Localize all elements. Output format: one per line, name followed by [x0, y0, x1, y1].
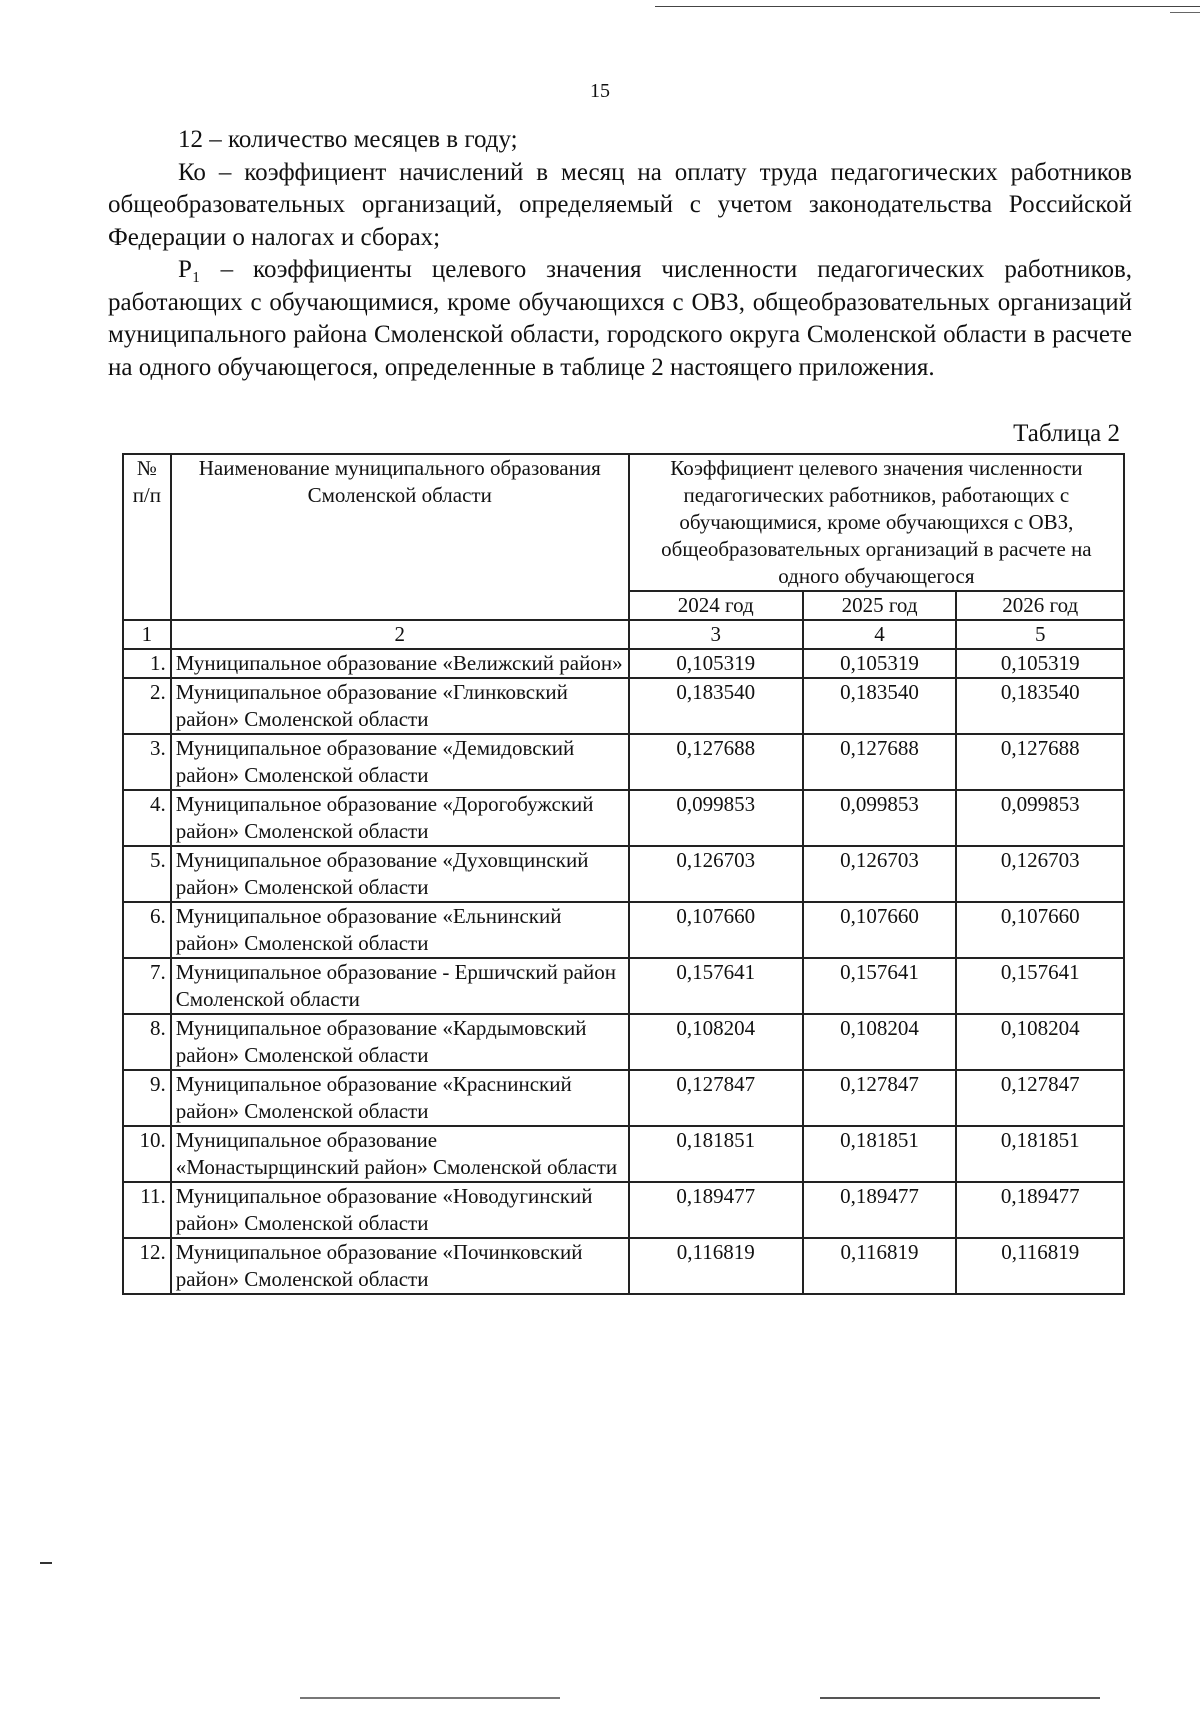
- municipality-name: Муниципальное образование «Дорогобужский район» Смоленской области: [171, 790, 629, 846]
- header-name: Наименование муниципального образования Смоленской области: [171, 454, 629, 620]
- value-2026: 0,183540: [956, 678, 1124, 734]
- index-cell: 5: [956, 620, 1124, 649]
- value-2025: 0,116819: [803, 1238, 957, 1294]
- municipality-name: Муниципальное образование «Кардымовский район» Смоленской области: [171, 1014, 629, 1070]
- value-2025: 0,099853: [803, 790, 957, 846]
- table-row: [123, 649, 1124, 678]
- municipality-name: Муниципальное образование «Демидовский район» Смоленской области: [171, 734, 629, 790]
- table-row: [123, 958, 1124, 1014]
- table-header-row: [123, 454, 1124, 591]
- row-number: 11.: [123, 1182, 171, 1238]
- scan-top-rule: [655, 6, 1200, 7]
- index-cell: 3: [629, 620, 803, 649]
- row-number: 2.: [123, 678, 171, 734]
- paragraph-ko: Ко – коэффициент начислений в месяц на оплату труда педагогических работников общеобразовательных организаций, определяемый с учетом законодательства Российской Федерации о налогах и сборах;: [108, 158, 1132, 251]
- value-2026: 0,189477: [956, 1182, 1124, 1238]
- header-year-2024: 2024 год: [629, 591, 803, 620]
- value-2024: 0,126703: [629, 846, 803, 902]
- value-2024: 0,099853: [629, 790, 803, 846]
- row-number: 7.: [123, 958, 171, 1014]
- scan-top-rule-short: [1170, 12, 1200, 13]
- table-row: [123, 734, 1124, 790]
- value-2025: 0,157641: [803, 958, 957, 1014]
- paragraph-months: 12 – количество месяцев в году;: [178, 126, 518, 153]
- value-2026: 0,157641: [956, 958, 1124, 1014]
- table-row: [123, 846, 1124, 902]
- municipality-name: Муниципальное образование - Ершичский район Смоленской области: [171, 958, 629, 1014]
- value-2024: 0,181851: [629, 1126, 803, 1182]
- municipality-name: Муниципальное образование «Глинковский район» Смоленской области: [171, 678, 629, 734]
- header-coef: Коэффициент целевого значения численности педагогических работников, работающих с обучающимися, кроме обучающихся с ОВЗ, общеобразовательных организаций в расчете на одного обучающегося: [629, 454, 1124, 591]
- value-2026: 0,099853: [956, 790, 1124, 846]
- header-num: № п/п: [123, 454, 171, 620]
- value-2024: 0,189477: [629, 1182, 803, 1238]
- row-number: 8.: [123, 1014, 171, 1070]
- table-row: [123, 1014, 1124, 1070]
- value-2025: 0,108204: [803, 1014, 957, 1070]
- municipality-name: Муниципальное образование «Духовщинский район» Смоленской области: [171, 846, 629, 902]
- municipality-name: Муниципальное образование «Починковский район» Смоленской области: [171, 1238, 629, 1294]
- row-number: 6.: [123, 902, 171, 958]
- value-2025: 0,127847: [803, 1070, 957, 1126]
- value-2024: 0,105319: [629, 649, 803, 678]
- municipality-name: Муниципальное образование «Ельнинский район» Смоленской области: [171, 902, 629, 958]
- row-number: 1.: [123, 649, 171, 678]
- table-index-row: [123, 620, 1124, 649]
- index-cell: 1: [123, 620, 171, 649]
- scan-mark-left: [40, 1562, 52, 1564]
- value-2024: 0,127688: [629, 734, 803, 790]
- index-cell: 4: [803, 620, 957, 649]
- coefficient-table: [122, 453, 1125, 1295]
- value-2026: 0,127847: [956, 1070, 1124, 1126]
- value-2024: 0,127847: [629, 1070, 803, 1126]
- table-row: [123, 1238, 1124, 1294]
- index-cell: 2: [171, 620, 629, 649]
- value-2026: 0,181851: [956, 1126, 1124, 1182]
- header-year-2026: 2026 год: [956, 591, 1124, 620]
- row-number: 5.: [123, 846, 171, 902]
- paragraph-p1: P₁ – коэффициенты целевого значения численности педагогических работников, работающих с обучающимися, кроме обучающихся с ОВЗ, общеобразовательных организаций муниципального района Смоленской области, городского округа Смоленской области в расчете на одного обучающегося, определенные в таблице 2 настоящего приложения.: [108, 256, 1132, 381]
- municipality-name: Муниципальное образование «Краснинский район» Смоленской области: [171, 1070, 629, 1126]
- body-text: [108, 124, 1132, 384]
- table-row: [123, 678, 1124, 734]
- value-2026: 0,105319: [956, 649, 1124, 678]
- value-2025: 0,107660: [803, 902, 957, 958]
- table-body: [123, 649, 1124, 1294]
- value-2025: 0,127688: [803, 734, 957, 790]
- value-2024: 0,108204: [629, 1014, 803, 1070]
- value-2024: 0,157641: [629, 958, 803, 1014]
- scan-mark-bottom: [300, 1697, 560, 1699]
- value-2025: 0,181851: [803, 1126, 957, 1182]
- row-number: 9.: [123, 1070, 171, 1126]
- value-2025: 0,183540: [803, 678, 957, 734]
- municipality-name: Муниципальное образование «Новодугинский район» Смоленской области: [171, 1182, 629, 1238]
- value-2026: 0,127688: [956, 734, 1124, 790]
- table-row: [123, 1126, 1124, 1182]
- value-2025: 0,126703: [803, 846, 957, 902]
- header-year-2025: 2025 год: [803, 591, 957, 620]
- value-2024: 0,107660: [629, 902, 803, 958]
- value-2025: 0,105319: [803, 649, 957, 678]
- value-2026: 0,108204: [956, 1014, 1124, 1070]
- page-number: 15: [590, 80, 610, 102]
- municipality-name: Муниципальное образование «Велижский район»: [171, 649, 629, 678]
- scan-mark-bottom-right: [820, 1697, 1100, 1699]
- row-number: 4.: [123, 790, 171, 846]
- value-2024: 0,183540: [629, 678, 803, 734]
- table-row: [123, 902, 1124, 958]
- municipality-name: Муниципальное образование «Монастырщинский район» Смоленской области: [171, 1126, 629, 1182]
- table-row: [123, 790, 1124, 846]
- value-2024: 0,116819: [629, 1238, 803, 1294]
- value-2026: 0,107660: [956, 902, 1124, 958]
- table-row: [123, 1182, 1124, 1238]
- table-row: [123, 1070, 1124, 1126]
- row-number: 3.: [123, 734, 171, 790]
- value-2026: 0,126703: [956, 846, 1124, 902]
- row-number: 12.: [123, 1238, 171, 1294]
- row-number: 10.: [123, 1126, 171, 1182]
- value-2026: 0,116819: [956, 1238, 1124, 1294]
- value-2025: 0,189477: [803, 1182, 957, 1238]
- table-caption: Таблица 2: [1013, 420, 1120, 447]
